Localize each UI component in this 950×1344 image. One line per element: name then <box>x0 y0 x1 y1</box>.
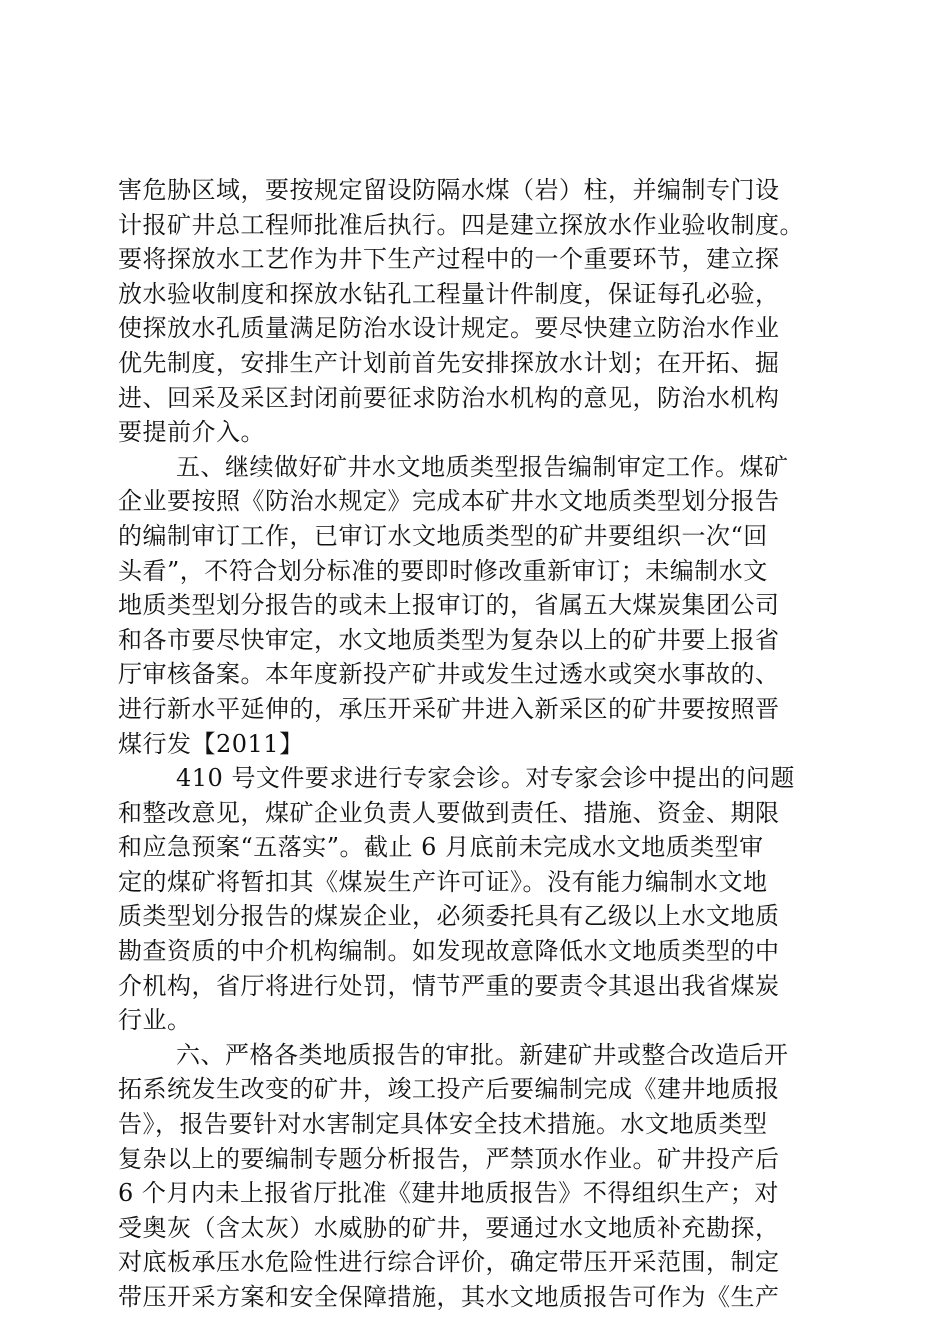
text-line: 害危胁区域，要按规定留设防隔水煤（岩）柱，并编制专门设 <box>118 176 780 204</box>
text-line: 进、回采及采区封闭前要征求防治水机构的意见，防治水机构 <box>118 383 780 412</box>
paragraph-start-line: 六、严格各类地质报告的审批。新建矿井或整合改造后开 <box>176 1040 789 1069</box>
text-line: 使探放水孔质量满足防治水设计规定。要尽快建立防治水作业 <box>118 314 780 343</box>
text-line: 和整改意见，煤矿企业负责人要做到责任、措施、资金、期限 <box>118 798 780 827</box>
text-line: 煤行发【2011】 <box>118 729 304 758</box>
document-body <box>118 173 838 1315</box>
text-line: 要提前介入。 <box>118 418 265 447</box>
text-line: 企业要按照《防治水规定》完成本矿井水文地质类型划分报告 <box>118 487 780 516</box>
text-line: 行业。 <box>118 1006 192 1035</box>
text-line: 6 个月内未上报省厅批准《建井地质报告》不得组织生产；对 <box>118 1179 779 1208</box>
text-line: 介机构，省厅将进行处罚，情节严重的要责令其退出我省煤炭 <box>118 971 780 1000</box>
text-line: 的编制审订工作，已审订水文地质类型的矿井要组织一次“回 <box>118 521 768 550</box>
text-line: 头看”，不符合划分标准的要即时修改重新审订；未编制水文 <box>118 556 768 585</box>
text-line: 定的煤矿将暂扣其《煤炭生产许可证》。没有能力编制水文地 <box>118 867 768 896</box>
text-line: 对底板承压水危险性进行综合评价，确定带压开采范围，制定 <box>118 1248 780 1277</box>
text-line: 和应急预案“五落实”。截止 6 月底前未完成水文地质类型审 <box>118 833 764 862</box>
paragraph-start-line: 五、继续做好矿井水文地质类型报告编制审定工作。煤矿 <box>176 452 789 481</box>
text-line: 计报矿井总工程师批准后执行。四是建立探放水作业验收制度。 <box>118 210 804 239</box>
text-line: 质类型划分报告的煤炭企业，必须委托具有乙级以上水文地质 <box>118 902 780 931</box>
text-line: 告》，报告要针对水害制定具体安全技术措施。水文地质类型 <box>118 1110 768 1139</box>
text-line: 受奥灰（含太灰）水威胁的矿井，要通过水文地质补充勘探， <box>118 1213 780 1242</box>
text-line: 复杂以上的要编制专题分析报告，严禁顶水作业。矿井投产后 <box>118 1144 780 1173</box>
text-line: 和各市要尽快审定，水文地质类型为复杂以上的矿井要上报省 <box>118 625 780 654</box>
text-line: 放水验收制度和探放水钻孔工程量计件制度，保证每孔必验， <box>118 279 780 308</box>
text-line: 进行新水平延伸的，承压开采矿井进入新采区的矿井要按照晋 <box>118 694 780 723</box>
text-line: 带压开采方案和安全保障措施，其水文地质报告可作为《生产 <box>118 1283 780 1311</box>
text-line: 拓系统发生改变的矿井，竣工投产后要编制完成《建井地质报 <box>118 1075 780 1104</box>
text-line: 勘查资质的中介机构编制。如发现故意降低水文地质类型的中 <box>118 937 780 966</box>
text-line: 优先制度，安排生产计划前首先安排探放水计划；在开拓、掘 <box>118 348 780 377</box>
paragraph-start-line: 410 号文件要求进行专家会诊。对专家会诊中提出的问题 <box>176 764 795 793</box>
text-line: 要将探放水工艺作为井下生产过程中的一个重要环节，建立探 <box>118 245 780 274</box>
text-line: 地质类型划分报告的或未上报审订的，省属五大煤炭集团公司 <box>118 591 780 620</box>
text-line: 厅审核备案。本年度新投产矿井或发生过透水或突水事故的、 <box>118 660 780 689</box>
